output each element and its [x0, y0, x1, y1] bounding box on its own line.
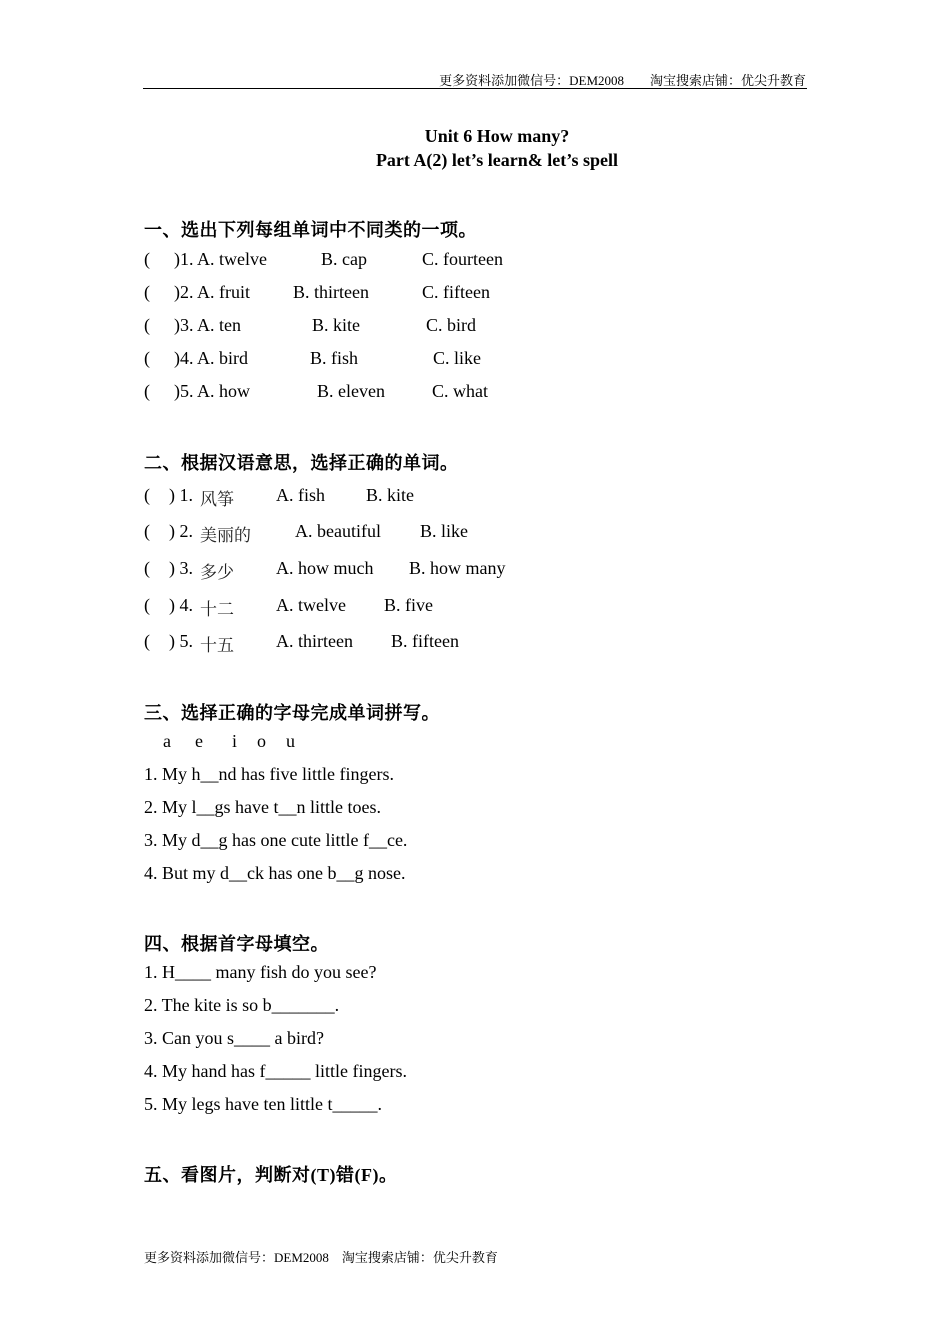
question-option-c: C. like — [433, 348, 481, 368]
question-option-a: A. twelve — [276, 595, 346, 615]
spelling-item: 3. My d__g has one cute little f__ce. — [144, 830, 408, 850]
answer-paren: ( — [144, 485, 150, 505]
fill-blank-item: 4. My hand has f_____ little fingers. — [144, 1061, 407, 1081]
question-option-b: B. thirteen — [293, 282, 369, 302]
question-option-a: )5. A. how — [174, 381, 250, 401]
question-option-a: A. thirteen — [276, 631, 353, 651]
question-option-a: A. fish — [276, 485, 325, 505]
question-option-c: C. bird — [426, 315, 477, 335]
question-option-a: )1. A. twelve — [174, 249, 267, 269]
section3-heading: 三、选择正确的字母完成单词拼写。 — [144, 703, 440, 724]
section5-heading-mid: 错 — [336, 1165, 355, 1186]
question-option-b: B. cap — [321, 249, 367, 269]
question-option-b: B. fish — [310, 348, 359, 368]
question-option-a: )3. A. ten — [174, 315, 241, 335]
vowel-letter: e — [195, 731, 203, 751]
page-header-text: 更多资料添加微信号：DEM2008 淘宝搜索店铺：优尖升教育 — [439, 73, 806, 88]
section2-heading: 二、根据汉语意思，选择正确的单词。 — [144, 453, 459, 474]
question-option-c: C. fourteen — [422, 249, 503, 269]
answer-paren: ( — [144, 558, 150, 578]
question-option-b: B. like — [420, 521, 468, 541]
fill-blank-item: 3. Can you s____ a bird? — [144, 1028, 324, 1048]
question-option-b: B. kite — [366, 485, 414, 505]
question-option-a: A. how much — [276, 558, 374, 578]
answer-paren: ( — [144, 521, 150, 541]
answer-paren: ( — [144, 348, 150, 368]
spelling-item: 4. But my d__ck has one b__g nose. — [144, 863, 406, 883]
question-option-a: A. beautiful — [295, 521, 381, 541]
question-option-b: B. how many — [409, 558, 506, 578]
vowel-letter: a — [163, 731, 171, 751]
section4-heading: 四、根据首字母填空。 — [144, 934, 329, 955]
unit-title: Unit 6 How many? — [424, 126, 570, 146]
part-title: Part A(2) let’s learn& let’s spell — [375, 150, 619, 170]
vowel-letter: i — [232, 731, 238, 751]
true-marker: (T) — [310, 1165, 336, 1185]
chinese-meaning: 十五 — [200, 636, 234, 656]
fill-blank-item: 5. My legs have ten little t_____. — [144, 1094, 382, 1114]
question-option-a: )4. A. bird — [174, 348, 248, 368]
chinese-meaning: 风筝 — [200, 490, 234, 510]
question-number: ) 5. — [169, 631, 193, 651]
fill-blank-item: 1. H____ many fish do you see? — [144, 962, 377, 982]
chinese-meaning: 十二 — [200, 600, 234, 620]
vowel-letter: o — [257, 731, 266, 751]
section5-heading-prefix: 五、看图片，判断对 — [144, 1165, 311, 1186]
answer-paren: ( — [144, 595, 150, 615]
answer-paren: ( — [144, 381, 150, 401]
vowel-letter: u — [286, 731, 295, 751]
answer-paren: ( — [144, 249, 150, 269]
question-option-b: B. kite — [312, 315, 360, 335]
answer-paren: ( — [144, 631, 150, 651]
question-option-b: B. eleven — [317, 381, 385, 401]
question-option-c: C. fifteen — [422, 282, 490, 302]
header-rule — [143, 88, 807, 89]
section5-heading — [144, 1161, 397, 1187]
question-number: ) 1. — [169, 485, 193, 505]
section5-heading-end: 。 — [378, 1165, 398, 1186]
question-number: ) 3. — [169, 558, 193, 578]
answer-paren: ( — [144, 282, 150, 302]
question-number: ) 4. — [169, 595, 193, 615]
page-footer-text: 更多资料添加微信号：DEM2008 淘宝搜索店铺：优尖升教育 — [144, 1250, 498, 1265]
spelling-item: 2. My l__gs have t__n little toes. — [144, 797, 381, 817]
fill-blank-item: 2. The kite is so b_______. — [144, 995, 340, 1015]
false-marker: (F) — [354, 1165, 379, 1185]
spelling-item: 1. My h__nd has five little fingers. — [144, 764, 394, 784]
question-option-c: C. what — [432, 381, 488, 401]
question-option-b: B. five — [384, 595, 433, 615]
question-option-a: )2. A. fruit — [174, 282, 250, 302]
question-number: ) 2. — [169, 521, 193, 541]
question-option-b: B. fifteen — [391, 631, 459, 651]
section1-heading: 一、选出下列每组单词中不同类的一项。 — [144, 220, 477, 241]
chinese-meaning: 多少 — [200, 563, 234, 583]
answer-paren: ( — [144, 315, 150, 335]
chinese-meaning: 美丽的 — [200, 526, 251, 546]
